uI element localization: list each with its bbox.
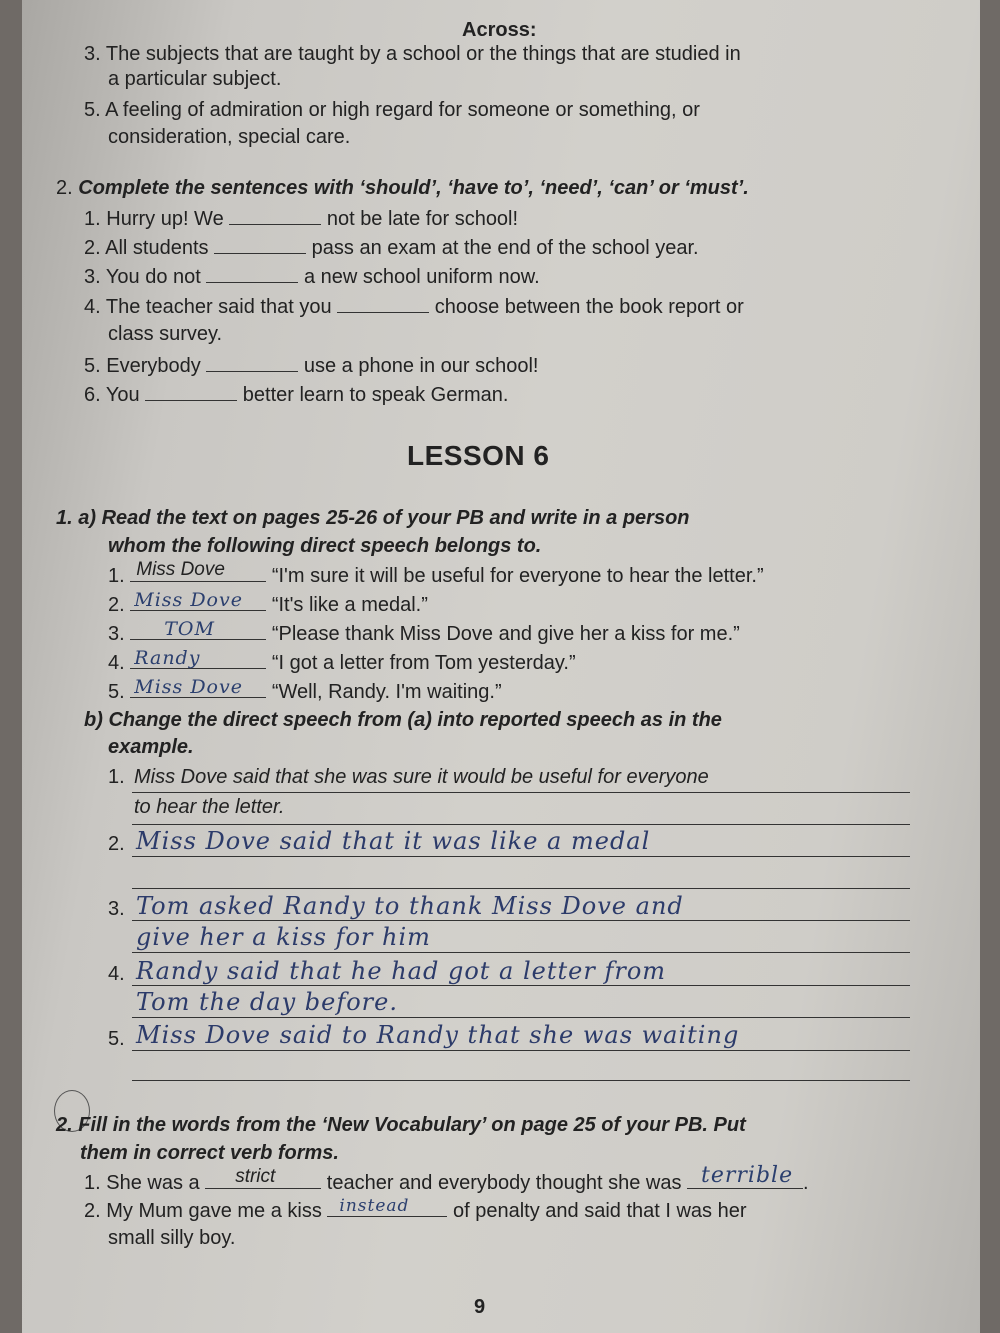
item-number: 5. bbox=[108, 681, 125, 703]
writing-line[interactable] bbox=[132, 952, 910, 953]
answer-blank[interactable] bbox=[687, 1163, 803, 1189]
b-item-4-handwriting-1: Randy said that he had got a letter from bbox=[136, 957, 667, 985]
ex2-item-4-cont: class survey. bbox=[108, 323, 223, 345]
writing-line[interactable] bbox=[132, 985, 910, 986]
l6-ex1-instruction-a bbox=[56, 506, 690, 530]
ex2-instruction bbox=[56, 176, 749, 200]
b-item-3-handwriting-1: Tom asked Randy to thank Miss Dove and bbox=[136, 892, 684, 920]
item-number: 1. bbox=[84, 1172, 101, 1194]
lesson-title: LESSON 6 bbox=[407, 440, 550, 471]
answer-blank[interactable] bbox=[145, 382, 237, 401]
item-number: 3. bbox=[108, 623, 125, 645]
item-number: 4. bbox=[84, 296, 101, 318]
writing-line[interactable] bbox=[132, 1080, 910, 1081]
ex2-item-4 bbox=[84, 294, 744, 319]
item-text-after: . bbox=[803, 1172, 809, 1194]
handwritten-answer: terrible bbox=[701, 1163, 794, 1188]
ex2-item-3 bbox=[84, 264, 540, 289]
item-number: 2. bbox=[84, 237, 101, 259]
instruction-text: Read the text on pages 25-26 of your PB and write in a person bbox=[101, 507, 690, 529]
ex2-item-5 bbox=[84, 353, 538, 378]
item-number: 3. bbox=[84, 266, 101, 288]
instruction-text: Complete the sentences with ‘should’, ‘have to’, ‘need’, ‘can’ or ‘must’. bbox=[78, 177, 749, 199]
answer-blank[interactable] bbox=[337, 294, 429, 313]
item-text-before: She was a bbox=[106, 1172, 200, 1194]
answer-blank[interactable] bbox=[206, 353, 298, 372]
writing-line[interactable] bbox=[132, 1050, 910, 1051]
b-item-3-number: 3. bbox=[108, 898, 125, 920]
printed-answer: strict bbox=[235, 1166, 276, 1187]
b-item-1-line2: to hear the letter. bbox=[134, 796, 285, 818]
across-item-5-cont: consideration, special care. bbox=[108, 126, 351, 148]
item-text-after: choose between the book report or bbox=[434, 296, 744, 318]
part-label: b) bbox=[84, 709, 103, 731]
answer-blank[interactable] bbox=[130, 676, 266, 698]
quote-text: “Please thank Miss Dove and give her a kiss for me.” bbox=[271, 623, 740, 645]
writing-line[interactable] bbox=[132, 888, 910, 889]
l6-ex1a-item-1 bbox=[108, 559, 764, 588]
l6-ex1a-item-3 bbox=[108, 618, 740, 646]
item-text-before: The teacher said that you bbox=[105, 296, 332, 318]
b-item-4-handwriting-2: Tom the day before. bbox=[136, 988, 398, 1016]
item-text-before: Hurry up! We bbox=[106, 208, 224, 230]
across-heading: Across: bbox=[462, 19, 537, 41]
instruction-text: Fill in the words from the ‘New Vocabulary’ on page 25 of your PB. Put bbox=[78, 1114, 746, 1136]
ex2-item-1 bbox=[84, 206, 518, 231]
writing-line[interactable] bbox=[132, 920, 910, 921]
quote-text: “I'm sure it will be useful for everyone to hear the letter.” bbox=[271, 565, 764, 587]
page-number: 9 bbox=[474, 1296, 486, 1318]
item-number: 6. bbox=[84, 384, 101, 406]
ex2-item-2 bbox=[84, 235, 699, 260]
item-text-after: use a phone in our school! bbox=[303, 355, 539, 377]
l6-ex1a-item-4 bbox=[108, 647, 576, 675]
across-item-5 bbox=[84, 98, 700, 122]
writing-line[interactable] bbox=[132, 856, 910, 857]
item-number: 1. bbox=[84, 208, 101, 230]
b-item-5-number: 5. bbox=[108, 1028, 125, 1050]
writing-line bbox=[132, 824, 910, 825]
l6-ex2-instruction-cont: them in correct verb forms. bbox=[80, 1142, 339, 1164]
ex-number: 2. bbox=[56, 1114, 73, 1136]
b-item-4-number: 4. bbox=[108, 963, 125, 985]
ex-number: 2. bbox=[56, 177, 73, 199]
l6-ex2-item-2 bbox=[84, 1198, 747, 1223]
item-text-after: not be late for school! bbox=[326, 208, 519, 230]
answer-blank[interactable] bbox=[130, 559, 266, 582]
item-text-middle: of penalty and said that I was her bbox=[452, 1200, 747, 1222]
quote-text: “It's like a medal.” bbox=[271, 594, 428, 616]
item-text-before: All students bbox=[105, 237, 209, 259]
item-text-after: a new school uniform now. bbox=[303, 266, 540, 288]
l6-ex1a-item-2 bbox=[108, 589, 428, 617]
part-label: a) bbox=[78, 507, 97, 529]
ex2-item-6 bbox=[84, 382, 508, 407]
handwritten-answer: Randy bbox=[134, 647, 201, 669]
item-text-before: You do not bbox=[105, 266, 201, 288]
item-text-before: You bbox=[105, 384, 140, 406]
item-text-before: Everybody bbox=[106, 355, 201, 377]
writing-line bbox=[132, 792, 910, 793]
quote-text: “Well, Randy. I'm waiting.” bbox=[271, 681, 502, 703]
b-item-1-line1: Miss Dove said that she was sure it would be useful for everyone bbox=[134, 766, 709, 788]
answer-blank[interactable] bbox=[327, 1198, 447, 1217]
quote-text: “I got a letter from Tom yesterday.” bbox=[271, 652, 576, 674]
item-number: 2. bbox=[108, 594, 125, 616]
printed-answer: Miss Dove bbox=[136, 559, 225, 580]
item-number: 3. bbox=[84, 43, 101, 65]
b-item-3-handwriting-2: give her a kiss for him bbox=[136, 923, 431, 951]
item-text-middle: teacher and everybody thought she was bbox=[326, 1172, 682, 1194]
l6-ex1a-item-5 bbox=[108, 676, 502, 704]
instruction-text: Change the direct speech from (a) into reported speech as in the bbox=[108, 709, 722, 731]
l6-ex2-item-1 bbox=[84, 1163, 809, 1195]
answer-blank[interactable] bbox=[229, 206, 321, 225]
item-text: The subjects that are taught by a school or the things that are studied in bbox=[105, 43, 741, 65]
handwritten-answer: TOM bbox=[164, 618, 215, 640]
answer-blank[interactable] bbox=[130, 647, 266, 669]
handwritten-answer: instead bbox=[339, 1196, 410, 1216]
ex-number: 1. bbox=[56, 507, 73, 529]
item-text-before: My Mum gave me a kiss bbox=[106, 1200, 322, 1222]
b-item-2-number: 2. bbox=[108, 833, 125, 855]
writing-line[interactable] bbox=[132, 1017, 910, 1018]
l6-ex1-instruction-a-cont: whom the following direct speech belongs to. bbox=[108, 535, 542, 557]
b-item-2-handwriting: Miss Dove said that it was like a medal bbox=[136, 827, 651, 855]
item-text-after: better learn to speak German. bbox=[242, 384, 509, 406]
b-item-1-number: 1. bbox=[108, 766, 125, 788]
across-item-3-cont: a particular subject. bbox=[108, 68, 282, 90]
l6-ex1-instruction-b bbox=[84, 708, 722, 732]
item-number: 4. bbox=[108, 652, 125, 674]
item-text: A feeling of admiration or high regard for someone or something, or bbox=[105, 99, 700, 121]
across-item-3 bbox=[84, 42, 741, 66]
b-item-5-handwriting: Miss Dove said to Randy that she was waiting bbox=[136, 1021, 740, 1049]
answer-blank[interactable] bbox=[214, 235, 306, 254]
l6-ex1-instruction-b-cont: example. bbox=[108, 736, 194, 758]
handwritten-answer: Miss Dove bbox=[134, 676, 243, 698]
answer-blank[interactable] bbox=[205, 1166, 321, 1189]
l6-ex2-instruction bbox=[56, 1113, 746, 1137]
answer-blank[interactable] bbox=[130, 618, 266, 640]
l6-ex2-item-2-cont: small silly boy. bbox=[108, 1227, 236, 1249]
item-number: 2. bbox=[84, 1200, 101, 1222]
item-number: 1. bbox=[108, 565, 125, 587]
workbook-page bbox=[22, 0, 980, 1333]
handwritten-answer: Miss Dove bbox=[134, 589, 243, 611]
answer-blank[interactable] bbox=[206, 264, 298, 283]
answer-blank[interactable] bbox=[130, 589, 266, 611]
item-number: 5. bbox=[84, 355, 101, 377]
item-text-after: pass an exam at the end of the school year. bbox=[311, 237, 699, 259]
item-number: 5. bbox=[84, 99, 101, 121]
